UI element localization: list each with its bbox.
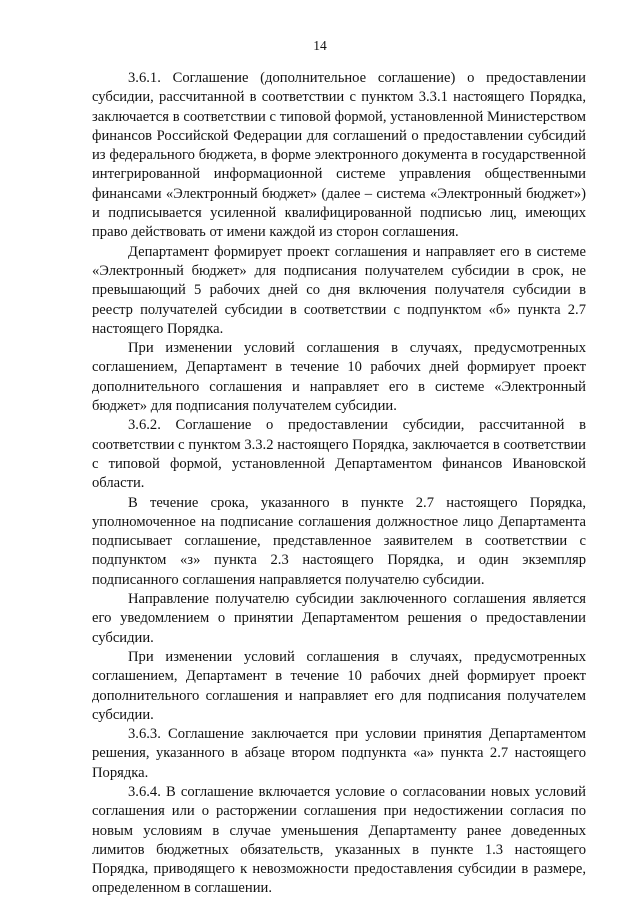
paragraph-3-6-2: 3.6.2. Соглашение о предоставлении субсидии, рассчитанной в соответствии с пунктом 3.3.2 настоящего Порядка, заключается в соответствии с типовой формой, установленной Департаментом финансов Ивановской области. <box>92 417 586 492</box>
paragraph-amendment-electronic: При изменении условий соглашения в случаях, предусмотренных соглашением, Департамент в течение 10 рабочих дней формирует проект дополнительного соглашения и направляет его в системе «Электронный бюджет» для подписания получателем субсидии. <box>92 340 586 415</box>
paragraph-3-6-1: 3.6.1. Соглашение (дополнительное соглашение) о предоставлении субсидии, рассчитанной в соответствии с пунктом 3.3.1 настоящего Порядка, заключается в соответствии с типовой формой, установленной Министерством финансов Российской Федерации для соглашений о предоставлении субсидий из федерального бюджета, в форме электронного документа в государственной интегрированной информационной системе управления общественными финансами «Электронный бюджет» (далее – система «Электронный бюджет») и подписывается усиленной квалифицированной подписью лиц, имеющих право действовать от имени каждой из сторон соглашения. <box>92 70 586 241</box>
document-body <box>92 69 586 899</box>
paragraph-amendment: При изменении условий соглашения в случаях, предусмотренных соглашением, Департамент в течение 10 рабочих дней формирует проект дополнительного соглашения и направляет его для подписания получателем субсидии. <box>92 648 586 723</box>
paragraph-draft-agreement: Департамент формирует проект соглашения и направляет его в системе «Электронный бюджет» для подписания получателем субсидии в срок, не превышающий 5 рабочих дней со дня включения получателя субсидии в реестр получателей субсидии в соответствии с подпунктом «б» пункта 2.7 настоящего Порядка. <box>92 243 586 337</box>
paragraph-3-6-3: 3.6.3. Соглашение заключается при условии принятия Департаментом решения, указанного в абзаце втором подпункта «а» пункта 2.7 настоящего Порядка. <box>92 726 586 781</box>
paragraph-notification: Направление получателю субсидии заключенного соглашения является его уведомлением о принятии Департаментом решения о предоставлении субсидии. <box>92 591 586 646</box>
paragraph-signing-term: В течение срока, указанного в пункте 2.7 настоящего Порядка, уполномоченное на подписание соглашения должностное лицо Департамента подписывает соглашение, представленное заявителем в соответствии с подпунктом «з» пункта 2.3 настоящего Порядка, и один экземпляр подписанного соглашения направляется получателю субсидии. <box>92 494 586 588</box>
paragraph-3-6-4: 3.6.4. В соглашение включается условие о согласовании новых условий соглашения или о расторжении соглашения при недостижении согласия по новым условиям в случае уменьшения Департаменту ранее доведенных лимитов бюджетных обязательств, указанных в пункте 1.3 настоящего Порядка, приводящего к невозможности предоставления субсидии в размере, определенном в соглашении. <box>92 783 586 897</box>
page-number: 14 <box>313 38 327 53</box>
